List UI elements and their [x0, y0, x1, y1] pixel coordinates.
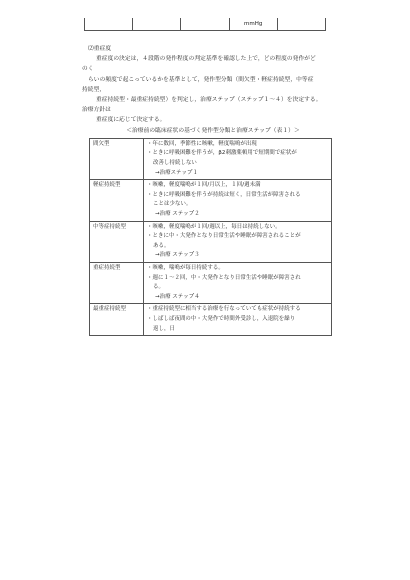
paragraph-line: 持続型， [82, 86, 106, 93]
top-cell [85, 18, 133, 31]
description-line: ・週に１～２回，中・大発作となり日常生活や睡眠が障害され [147, 274, 301, 281]
description-line: ある。 [153, 242, 170, 249]
table-caption: ＜治療前の臨床症状の基づく発作型分類と治療ステップ（表１）＞ [126, 127, 300, 134]
treatment-step: →治療 ステップ４ [155, 293, 200, 300]
type-cell: 間欠型 [90, 138, 144, 179]
table-row [90, 138, 332, 179]
description-line: ・年に数回，季節性に咳嗽，軽度喘鳴が出現 [147, 140, 257, 147]
description-line: る。 [153, 284, 164, 291]
top-table-fragment [84, 18, 326, 31]
description-cell [144, 138, 332, 179]
top-cell [181, 18, 229, 31]
description-line: ・咳嗽，軽度喘鳴が１回/月以上，１回/週未満 [147, 182, 261, 189]
description-cell [144, 262, 332, 303]
description-line: ・ときに呼吸困難を伴うが持続は短く，日常生活が障害される [147, 191, 301, 198]
treatment-step: →治療ステップ１ [155, 169, 198, 176]
description-cell [144, 221, 332, 262]
table-row [90, 304, 332, 336]
type-cell: 最重症持続型 [90, 304, 144, 336]
document-body [82, 44, 344, 336]
description-line: ・ときに呼吸困難を伴うが，β2刺激薬頓用で短期間で症状が [147, 150, 297, 157]
table-row [90, 221, 332, 262]
table-row [90, 180, 332, 221]
description-cell [144, 304, 332, 336]
paragraph-line: らいの頻度で起こっているかを基準として，発作型分類（間欠型・軽症持続型，中等症 [88, 76, 314, 83]
paragraph-line: のく [82, 66, 94, 73]
unit-cell: mmHg [229, 18, 277, 31]
description-line: ことは少ない。 [153, 201, 192, 208]
description-cell [144, 180, 332, 221]
type-cell: 中等症持続型 [90, 221, 144, 262]
description-line: ・重症持続型に相当する治療を行なっていても症状が持続する [147, 306, 301, 313]
classification-table [89, 138, 332, 336]
treatment-step: →治療 ステップ３ [155, 252, 200, 259]
description-line: ・咳嗽，軽度喘鳴が１回/週以上，毎日は持続しない。 [147, 223, 281, 230]
treatment-step: →治療 ステップ２ [155, 210, 200, 217]
table-row [90, 262, 332, 303]
paragraph-line: 重症度の決定は，４段階の発作程度の判定基準を確認した上で，どの程度の発作がど [96, 56, 316, 63]
paragraph-line: 治療方針は [82, 107, 111, 114]
description-line: ・咳嗽，喘鳴が毎日持続する。 [147, 264, 224, 271]
description-line: 返し，日 [153, 325, 175, 332]
paragraph-line: 重症度に応じて決定する。 [96, 117, 166, 124]
description-line: ・しばしば夜間の中・大発作で時間外受診し，入退院を繰り [147, 315, 296, 322]
description-line: ・ときに中・大発作となり日常生活や睡眠が障害されることが [147, 233, 301, 240]
top-cell [277, 18, 325, 31]
type-cell: 重症持続型 [90, 262, 144, 303]
paragraph-line: 重症持続型・最重症持続型）を判定し，治療ステップ（ステップ１～４）を決定する。 [96, 97, 322, 104]
description-line: 改善し持続しない [153, 160, 197, 167]
section-heading: ⑵重症度 [88, 46, 112, 52]
type-cell: 軽症持続型 [90, 180, 144, 221]
top-cell [133, 18, 181, 31]
